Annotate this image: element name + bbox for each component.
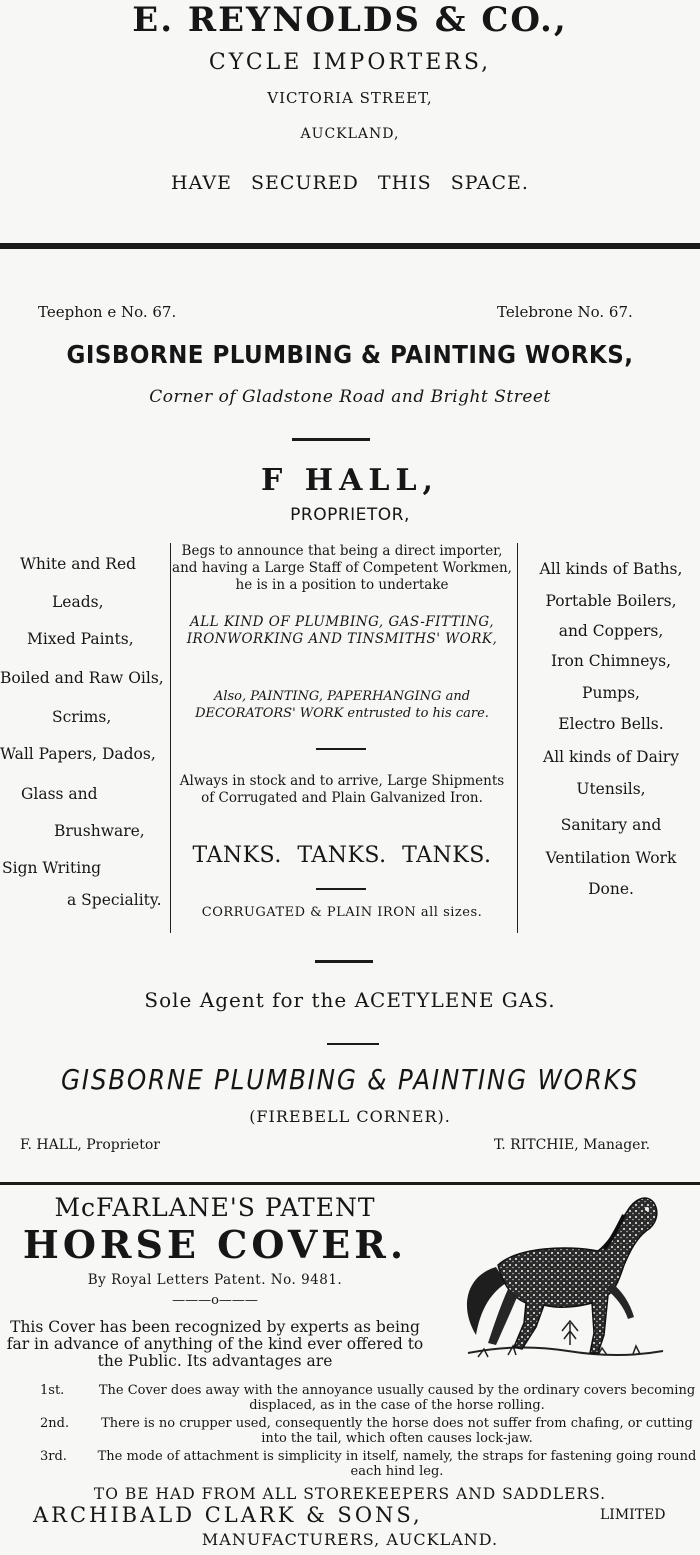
patent-line: By Royal Letters Patent. No. 9481.: [87, 1272, 343, 1288]
ornament: ———o———: [172, 1293, 258, 1308]
proprietor-role: PROPRIETOR,: [290, 505, 410, 525]
firebell-corner: (FIREBELL CORNER).: [249, 1107, 451, 1126]
right-item: All kinds of Baths,: [539, 560, 683, 578]
right-item: Pumps,: [582, 684, 640, 702]
right-item: Iron Chimneys,: [550, 652, 672, 670]
services-paragraph: ALL KIND OF PLUMBING, GAS-FITTING, IRONWORKING AND TINSMITHS' WORK,: [186, 614, 498, 647]
right-item: Portable Boilers,: [545, 592, 677, 610]
gisborne-title-footer: GISBORNE PLUMBING & PAINTING WORKS: [60, 1063, 640, 1096]
reynolds-city: AUCKLAND,: [300, 126, 400, 142]
left-item: Brushware,: [54, 822, 145, 840]
manager-credit: T. RITCHIE, Manager.: [494, 1137, 651, 1153]
right-item: Sanitary and: [560, 816, 662, 834]
gisborne-address: Corner of Gladstone Road and Bright Street: [149, 387, 551, 407]
phone-left: Teephon e No. 67.: [38, 303, 177, 321]
cover-intro: This Cover has been recognized by experts as being far in advance of anything of the kind ever offered to the Public. Its advantages are: [6, 1318, 424, 1370]
advantage-number: 3rd.: [40, 1449, 67, 1464]
intro-paragraph: Begs to announce that being a direct importer, and having a Large Staff of Competent Workmen, he is in a position to undertake: [172, 543, 512, 593]
left-item: Mixed Paints,: [27, 630, 134, 648]
reynolds-title: E. REYNOLDS & CO.,: [132, 0, 568, 40]
stock-paragraph: Always in stock and to arrive, Large Shipments of Corrugated and Plain Galvanized Iron.: [179, 773, 505, 806]
painting-paragraph: Also, PAINTING, PAPERHANGING and DECORATORS' WORK entrusted to his care.: [195, 689, 489, 721]
left-item: a Speciality.: [67, 891, 162, 909]
product-name: HORSE COVER.: [22, 1222, 408, 1267]
reynolds-subtitle: CYCLE IMPORTERS,: [208, 50, 492, 75]
section-divider: [0, 243, 700, 249]
right-item: Ventilation Work: [545, 849, 677, 867]
proprietor-name: F HALL,: [261, 463, 439, 498]
left-item: Sign Writing: [2, 859, 102, 877]
short-divider: [327, 1043, 379, 1045]
left-item: Glass and: [21, 785, 98, 803]
right-item: and Coppers,: [558, 622, 664, 640]
left-item: Leads,: [52, 593, 104, 611]
right-item: Electro Bells.: [558, 715, 664, 733]
right-item: Utensils,: [576, 780, 646, 798]
column-rule-right: [517, 543, 518, 933]
left-item: Scrims,: [52, 708, 112, 726]
short-divider: [315, 960, 373, 963]
reynolds-tagline: HAVE SECURED THIS SPACE.: [171, 172, 529, 194]
manufacturers-line: MANUFACTURERS, AUCKLAND.: [201, 1530, 499, 1549]
left-item: Wall Papers, Dados,: [0, 745, 156, 763]
maker-name: ARCHIBALD CLARK & SONS,: [33, 1503, 423, 1527]
stockists-line: TO BE HAD FROM ALL STOREKEEPERS AND SADDLERS.: [93, 1485, 607, 1503]
reynolds-street: VICTORIA STREET,: [267, 89, 433, 107]
right-item: All kinds of Dairy: [543, 748, 679, 766]
short-divider: [316, 748, 366, 750]
advantage-text: There is no crupper used, consequently the horse does not suffer from chafing, or cutting into the tail, which often causes lock-jaw.: [101, 1416, 693, 1446]
phone-right: Telebrone No. 67.: [497, 303, 633, 321]
advantage-number: 1st.: [40, 1383, 65, 1398]
advantage-number: 2nd.: [40, 1416, 70, 1431]
mcfarlane-title: McFARLANE'S PATENT: [54, 1193, 376, 1222]
limited-label: LIMITED: [600, 1507, 666, 1523]
left-item: White and Red: [20, 555, 137, 573]
left-item: Boiled and Raw Oils,: [0, 669, 164, 687]
advantage-text: The Cover does away with the annoyance usually caused by the ordinary covers becoming displaced, as in the case of the horse rolling.: [98, 1383, 696, 1413]
column-rule-left: [170, 543, 171, 933]
short-divider: [316, 888, 366, 890]
short-divider: [292, 438, 370, 441]
tanks-line: TANKS. TANKS. TANKS.: [192, 843, 492, 868]
gisborne-title: GISBORNE PLUMBING & PAINTING WORKS,: [66, 340, 634, 369]
sole-agent-line: Sole Agent for the ACETYLENE GAS.: [144, 988, 556, 1012]
advantage-text: The mode of attachment is simplicity in itself, namely, the straps for fastening going round each hind leg.: [97, 1449, 697, 1479]
proprietor-credit: F. HALL, Proprietor: [20, 1137, 160, 1153]
right-item: Done.: [588, 880, 634, 898]
horse-illustration: [448, 1185, 670, 1375]
corrugated-line: CORRUGATED & PLAIN IRON all sizes.: [201, 905, 483, 920]
